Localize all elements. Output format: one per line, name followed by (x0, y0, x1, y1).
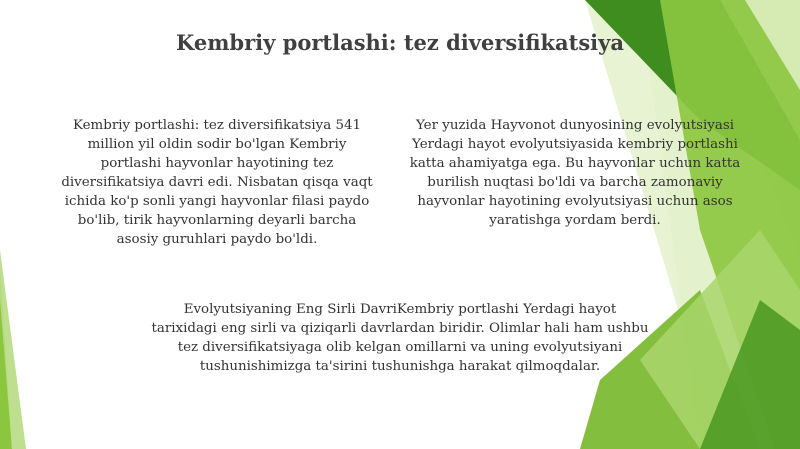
paragraph-bottom: Evolyutsiyaning Eng Sirli DavriKembriy portlashi Yerdagi hayot tarixidagi eng sirli va qiziqarli davrlardan biridir. Olimlar hali ham ushbu tez diversifikatsiyaga olib kelgan omillarni va uning evolyutsiyani tushunishimizga ta'sirini tushunishga harakat qilmoqdalar. (151, 302, 649, 374)
paragraph-right: Yer yuzida Hayvonot dunyosining evolyutsiyasi Yerdagi hayot evolyutsiyasida kembriy portlashi katta ahamiyatga ega. Bu hayvonlar uchun katta burilish nuqtasi bo'ldi va barcha zamonaviy hayvonlar hayotining evolyutsiyasi uchun asos yaratishga yordam berdi. (409, 118, 741, 228)
paragraph-left: Kembriy portlashi: tez diversifikatsiya 541 million yil oldin sodir bo'lgan Kembriy portlashi hayvonlar hayotining tez diversifikatsiya davri edi. Nisbatan qisqa vaqt ichida ko'p sonli yangi hayvonlar filasi paydo bo'lib, tirik hayvonlarning deyarli barcha asosiy guruhlari paydo bo'ldi. (61, 118, 373, 247)
slide-title: Kembriy portlashi: tez diversifikatsiya (176, 30, 624, 55)
